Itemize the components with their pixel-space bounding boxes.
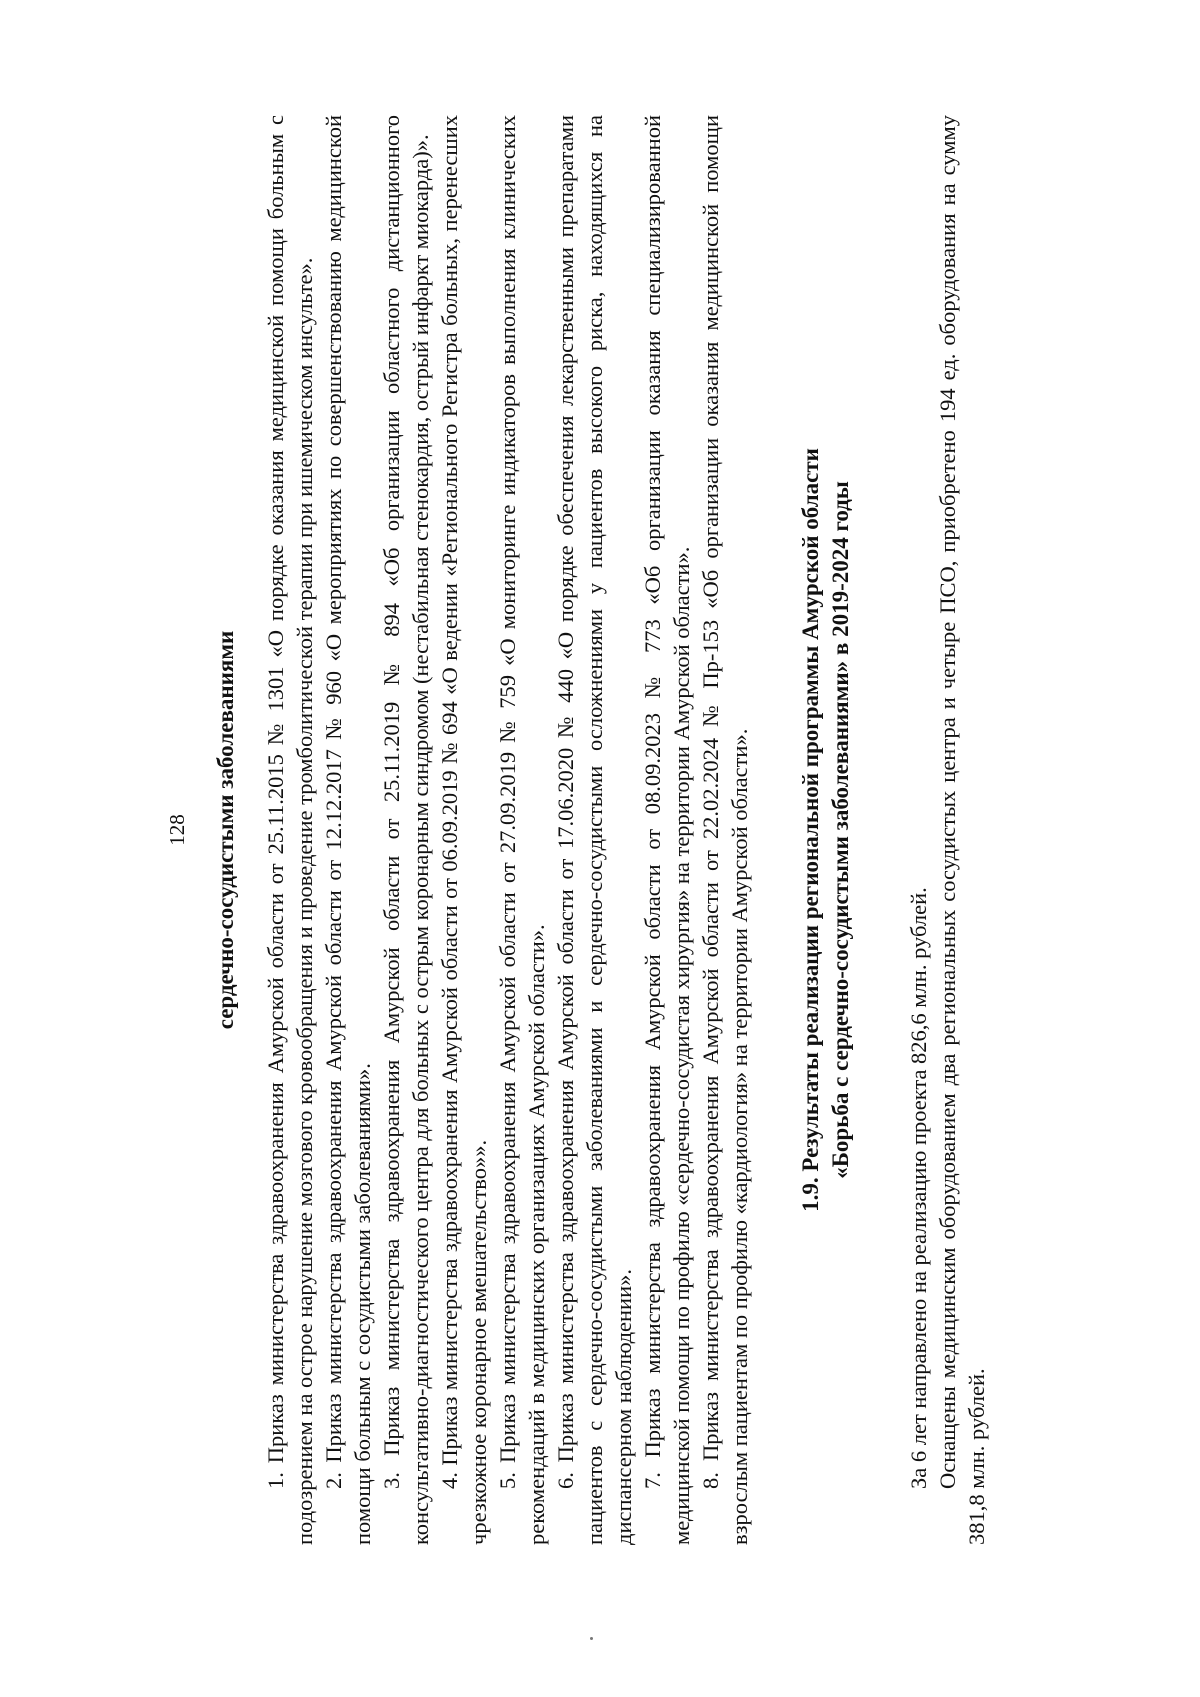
scan-speck — [590, 1637, 593, 1640]
order-item: 3. Приказ министерства здравоохранения Амурской области от 25.11.2019 № 894 «Об организации областного дистанционного консультативно-диагностического центра для больных с острым коронарным синдромом (нестабильная стенокардия, острый инфаркт миокарда)». — [379, 115, 433, 1545]
results-paragraph: Оснащены медицинским оборудованием два региональных сосудистых центра и четыре ПСО, приобретено 194 ед. оборудования на сумму 381,8 млн. рублей. — [935, 115, 989, 1545]
rotated-document-page — [165, 115, 1025, 1545]
order-item: 8. Приказ министерства здравоохранения Амурской области от 22.02.2024 № Пр-153 «Об организации оказания медицинской помощи взрослым пациентам по профилю «кардиология» на территории Амурской области». — [698, 115, 752, 1545]
section-title-line-2: «Борьба с сердечно-сосудистыми заболеваниями» в 2019-2024 годы — [828, 481, 853, 1179]
order-item: 6. Приказ министерства здравоохранения Амурской области от 17.06.2020 № 440 «О порядке обеспечения лекарственными препаратами пациентов с сердечно-сосудистыми заболеваниями и сердечно-сосудистыми осложнениями у пациентов высокого риска, находящихся на диспансерном наблюдении». — [553, 115, 636, 1545]
order-item: 7. Приказ министерства здравоохранения Амурской области от 08.09.2023 № 773 «Об организации оказания специализированной медицинской помощи по профилю «сердечно-сосудистая хирургия» на территории Амурской области». — [640, 115, 694, 1545]
order-item: 4. Приказ министерства здравоохранения Амурской области от 06.09.2019 № 694 «О ведении «Регионального Регистра больных, перенесших чрезкожное коронарное вмешательство»». — [437, 115, 491, 1545]
page-number: 128 — [165, 814, 189, 846]
results-paragraph: За 6 лет направлено на реализацию проекта 826,6 млн. рублей. — [906, 887, 931, 1489]
order-item: 5. Приказ министерства здравоохранения Амурской области от 27.09.2019 № 759 «О мониторинге индикаторов выполнения клинических рекомендаций в медицинских организациях Амурской области». — [495, 115, 549, 1545]
section-title — [796, 115, 856, 1545]
section-title-line-1: 1.9. Результаты реализации региональной программы Амурской области — [798, 448, 823, 1212]
continued-heading: сердечно-сосудистыми заболеваниями — [213, 630, 238, 1030]
order-item: 2. Приказ министерства здравоохранения Амурской области от 12.12.2017 № 960 «О мероприятиях по совершенствованию медицинской помощи больным с сосудистыми заболеваниями». — [321, 115, 375, 1545]
order-item: 1. Приказ министерства здравоохранения Амурской области от 25.11.2015 № 1301 «О порядке оказания медицинской помощи больным с подозрением на острое нарушение мозгового кровообращения и проведение тромболитической терапии при ишемическом инсульте». — [263, 115, 317, 1545]
